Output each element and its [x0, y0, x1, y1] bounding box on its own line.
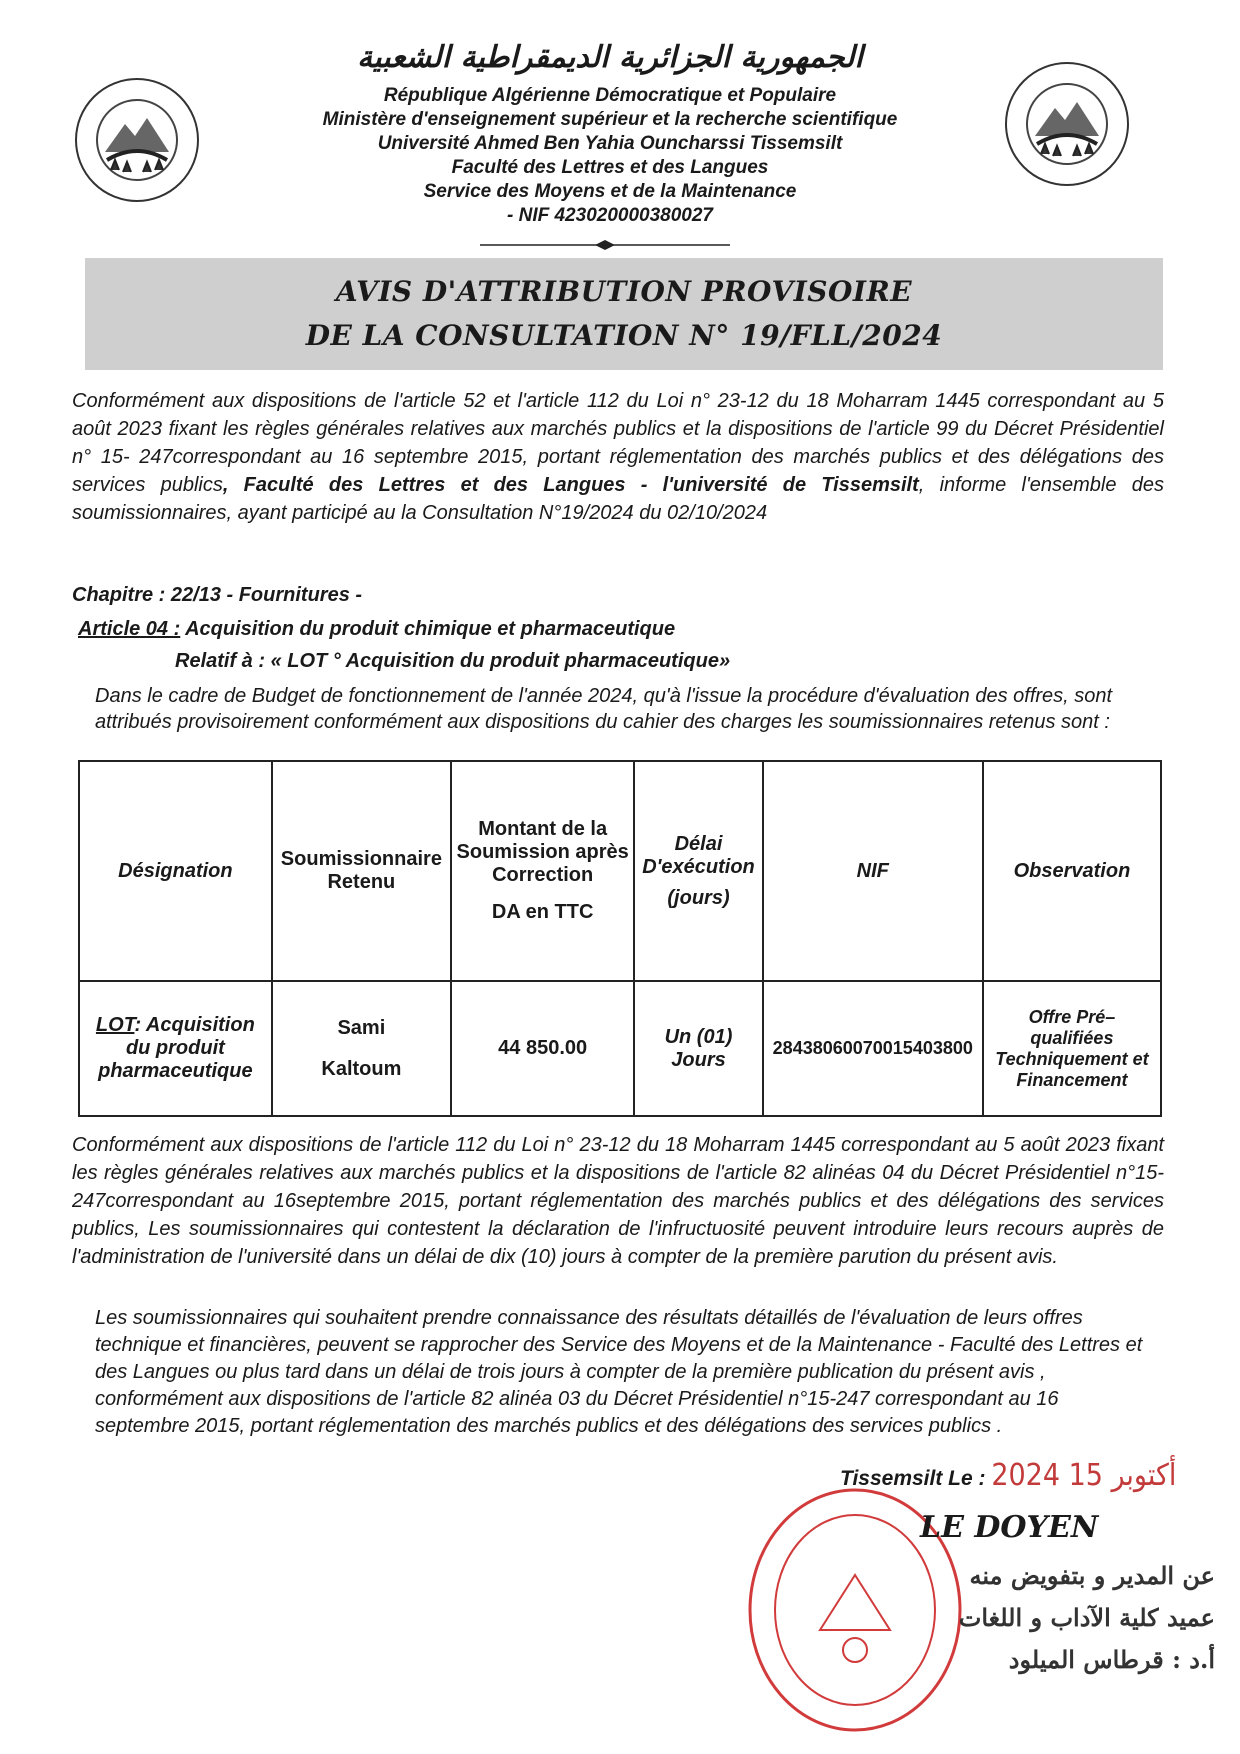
title-line-1: AVIS D'ATTRIBUTION PROVISOIRE — [335, 275, 913, 308]
article-label: Article 04 : — [78, 618, 181, 640]
resultats-paragraph: Les soumissionnaires qui souhaitent prendre connaissance des résultats détaillés de l'évaluation de leurs offres technique et financières, peuvent se rapprocher des Service des Moyens et de la Maintenance - Faculté des Lettres et des Langues ou plus tard dans un délai de trois jours à compter de la première publication du présent avis , conformément aux dispositions de l'article 82 alinéa 03 du Décret Présidentiel n°15-247 correspondant au 16 septembre 2015, portant réglementation des marchés publics et des délégations des services publics . — [95, 1307, 1143, 1437]
attribution-table — [78, 760, 1162, 1117]
soumissionnaire-last-name: Kaltoum — [321, 1057, 402, 1080]
intro-text-end: , informe l'ensemble des soumissionnaires, ayant participé au la Consultation N°19/2024 du 02/10/2024 — [72, 474, 1164, 524]
cell-designation — [79, 981, 272, 1116]
document-title — [85, 270, 1163, 358]
doyen-title: LE DOYEN — [920, 1510, 1099, 1545]
article-text: Acquisition du produit chimique et pharmaceutique — [180, 618, 676, 640]
lot-description: : Acquisition du produit pharmaceutique — [98, 1014, 255, 1082]
cell-observation: Offre Pré–qualifiées Techniquement et Financement — [983, 981, 1161, 1116]
intro-text: Conformément aux dispositions de l'article 52 et l'article 112 du Loi n° 23-12 du 18 Moharram 1445 correspondant au 5 août 2023 fixant les règles générales relatives aux marchés publics et la dispositions de l'article 99 du Décret Présidentiel n° 15- 247correspondant au 16 septembre 2015, portant réglementation des marchés publics et des délégations des services publics — [72, 390, 1164, 496]
signature-arabic — [915, 1555, 1215, 1681]
mountain-emblem-icon — [1007, 64, 1127, 184]
header-divider — [480, 240, 730, 250]
header-delai — [634, 761, 762, 981]
table-row — [79, 981, 1161, 1116]
header-line: Université Ahmed Ben Yahia Ouncharssi Tissemsilt — [377, 133, 843, 154]
signature-line: عميد كلية الآداب و اللغات — [958, 1603, 1215, 1632]
soumissionnaire-first-name: Sami — [337, 1016, 386, 1039]
article-line — [78, 618, 675, 641]
header-delai-label: Délai D'exécution — [642, 832, 755, 878]
chapitre-line: Chapitre : 22/13 - Fournitures - — [72, 584, 363, 606]
header-line: Ministère d'enseignement supérieur et la recherche scientifique — [322, 109, 898, 130]
intro-faculty: , Faculté des Lettres et des Langues - l'université de Tissemsilt — [222, 474, 919, 496]
header-line: Faculté des Lettres et des Langues — [451, 157, 769, 178]
date-value: 2024 أكتوبر 15 — [991, 1458, 1177, 1493]
university-logo-left — [75, 78, 199, 202]
cell-delai: Un (01) Jours — [634, 981, 762, 1116]
header-delai-unit: (jours) — [667, 886, 730, 909]
cell-nif: 28438060070015403800 — [763, 981, 983, 1116]
header-nif: NIF — [763, 761, 983, 981]
header-designation: Désignation — [79, 761, 272, 981]
header-montant-label: Montant de la Soumission après Correction — [456, 818, 629, 886]
header-line: Service des Moyens et de la Maintenance — [423, 181, 797, 202]
signature-line: عن المدير و بتفويض منه — [969, 1561, 1215, 1590]
arabic-republic-title: الجمهورية الجزائرية الديمقراطية الشعبية — [357, 40, 863, 75]
signature-line: أ.د : قرطاس الميلود — [1008, 1645, 1215, 1674]
header-line: République Algérienne Démocratique et Populaire — [383, 85, 837, 106]
title-line-2: DE LA CONSULTATION N° 19/FLL/2024 — [305, 319, 943, 352]
recours-paragraph: Conformément aux dispositions de l'article 112 du Loi n° 23-12 du 18 Moharram 1445 correspondant au 5 août 2023 fixant les règles générales relatives aux marchés publics et la dispositions de l'article 82 alinéas 04 du Décret Présidentiel n°15- 247correspondant au 16septembre 2015, portant réglementation des marchés publics et des délégations des services publics, Les soumissionnaires qui contestent la déclaration de l'infructuosité peuvent introduire leurs recours auprès de l'administration de l'université dans un délai de dix (10) jours à compter de la première parution du présent avis. — [72, 1134, 1164, 1268]
header-montant — [451, 761, 634, 981]
university-logo-right — [1005, 62, 1129, 186]
header-lines — [250, 84, 970, 228]
mountain-emblem-icon — [77, 80, 197, 200]
header-montant-unit: DA en TTC — [491, 901, 594, 923]
table-header-row — [79, 761, 1161, 981]
header-line: - NIF 423020000380027 — [507, 205, 713, 226]
cell-soumissionnaire — [272, 981, 451, 1116]
lot-label: LOT — [95, 1014, 135, 1036]
header-soumissionnaire: Soumissionnaire Retenu — [272, 761, 451, 981]
budget-paragraph: Dans le cadre de Budget de fonctionnement de l'année 2024, qu'à l'issue la procédure d'évaluation des offres, sont attribués provisoirement conformément aux dispositions du cahier des charges les soumissionnaires retenus sont : — [95, 685, 1113, 733]
relatif-line: Relatif à : « LOT ° Acquisition du produit pharmaceutique» — [175, 650, 731, 672]
cell-montant: 44 850.00 — [451, 981, 634, 1116]
header-observation: Observation — [983, 761, 1161, 981]
intro-paragraph — [72, 387, 1164, 527]
date-place: Tissemsilt Le : — [840, 1467, 992, 1490]
